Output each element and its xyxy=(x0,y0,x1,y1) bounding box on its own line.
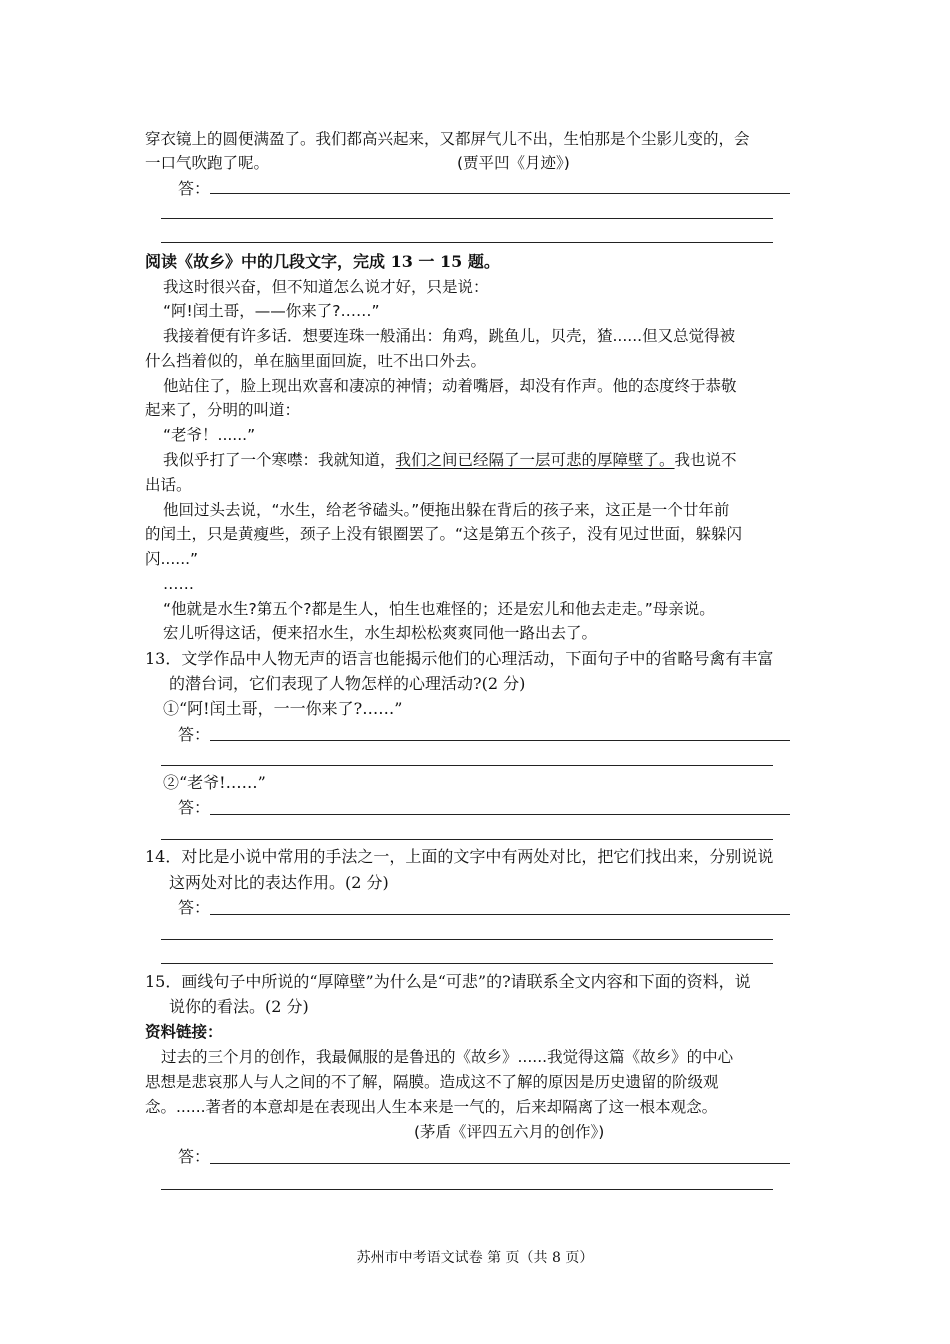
material-line: 念。......著者的本意却是在表现出人生本来是一气的，后来却隔离了这一根本观念。 xyxy=(145,1098,718,1116)
answer-label: 答： xyxy=(178,898,211,917)
answer-label: 答： xyxy=(178,798,211,817)
story-text: 我也说不 xyxy=(674,451,737,469)
answer-line[interactable] xyxy=(161,939,773,940)
answer-line[interactable] xyxy=(210,914,790,915)
material-line: 过去的三个月的创作，我最佩服的是鲁迅的《故乡》......我觉得这篇《故乡》的中心 xyxy=(161,1048,734,1066)
story-line: 宏儿听得这话，便来招水生，水生却松松爽爽同他一路出去了。 xyxy=(163,624,598,642)
answer-line[interactable] xyxy=(161,765,773,766)
answer-label: 答： xyxy=(178,725,211,744)
question-15-cont: 说你的看法。(2 分) xyxy=(169,997,309,1016)
story-line: 的闰土，只是黄瘦些，颈子上没有银圈罢了。“这是第五个孩子，没有见过世面，躲躲闪 xyxy=(145,525,743,543)
story-line: “老爷！......” xyxy=(163,426,256,444)
answer-line[interactable] xyxy=(210,193,790,194)
story-line: 我接着便有许多话．想要连珠一般涌出：角鸡，跳鱼儿，贝壳，猹......但又总觉得被 xyxy=(163,327,736,345)
story-ellipsis: …… xyxy=(163,575,194,593)
question-13-sub2: ②“老爷!……” xyxy=(163,773,266,792)
question-13: 13．文学作品中人物无声的语言也能揭示他们的心理活动，下面句子中的省略号禽有丰富 xyxy=(145,649,774,668)
story-line: “阿!闰土哥，——你来了?……” xyxy=(163,302,380,320)
story-line: 我这时很兴奋，但不知道怎么说才好，只是说： xyxy=(163,278,489,296)
answer-line[interactable] xyxy=(161,963,773,964)
answer-line[interactable] xyxy=(210,1163,790,1164)
answer-line[interactable] xyxy=(161,218,773,219)
story-line: “他就是水生?第五个?都是生人，怕生也难怪的；还是宏儿和他去走走。”母亲说。 xyxy=(163,600,715,618)
story-text: 我似乎打了一个寒噤：我就知道， xyxy=(163,451,396,469)
passage-source: (贾平凹《月迹》) xyxy=(457,154,570,172)
question-15: 15．画线句子中所说的“厚障壁”为什么是“可悲”的?请联系全文内容和下面的资料，说 xyxy=(145,972,751,991)
passage-line: 一口气吹跑了呢。 xyxy=(145,154,270,172)
answer-line[interactable] xyxy=(161,1189,773,1190)
story-line: 他站住了，脸上现出欢喜和凄凉的神情；动着嘴唇，却没有作声。他的态度终于恭敬 xyxy=(163,377,737,395)
answer-label: 答： xyxy=(178,179,211,198)
material-heading: 资料链接： xyxy=(145,1023,223,1041)
material-source: (茅盾《评四五六月的创作》) xyxy=(414,1123,605,1141)
story-line: 他回过头去说，“水生，给老爷磕头。”便拖出躲在背后的孩子来，这正是一个廿年前 xyxy=(163,501,730,519)
answer-line[interactable] xyxy=(210,740,790,741)
story-line xyxy=(163,449,737,471)
question-13-cont: 的潜台词，它们表现了人物怎样的心理活动?(2 分) xyxy=(169,674,526,693)
answer-line[interactable] xyxy=(161,242,773,243)
answer-label: 答： xyxy=(178,1147,211,1166)
story-line: 起来了，分明的叫道： xyxy=(145,401,301,419)
question-14-cont: 这两处对比的表达作用。(2 分) xyxy=(169,873,389,892)
answer-line[interactable] xyxy=(161,839,773,840)
material-line: 思想是悲哀那人与人之间的不了解，隔膜。造成这不了解的原因是历史遗留的阶级观 xyxy=(145,1073,719,1091)
answer-line[interactable] xyxy=(210,814,790,815)
question-14: 14．对比是小说中常用的手法之一，上面的文字中有两处对比，把它们找出来，分别说说 xyxy=(145,847,774,866)
story-line: 闪......” xyxy=(145,550,199,568)
question-13-sub1: ①“阿!闰土哥，一一你来了?……” xyxy=(163,699,403,718)
story-line: 出话。 xyxy=(145,476,192,494)
story-line: 什么挡着似的，单在脑里面回旋，吐不出口外去。 xyxy=(145,352,487,370)
section-intro: 阅读《故乡》中的几段文字，完成 13 一 15 题。 xyxy=(145,252,500,271)
underlined-sentence: 我们之间已经隔了一层可悲的厚障壁了。 xyxy=(395,451,675,469)
passage-line: 穿衣镜上的圆便满盈了。我们都高兴起来，又都屏气儿不出，生怕那是个尘影儿变的，会 xyxy=(145,130,750,148)
page-footer: 苏州市中考语文试卷 第 页（共 8 页） xyxy=(356,1250,594,1266)
